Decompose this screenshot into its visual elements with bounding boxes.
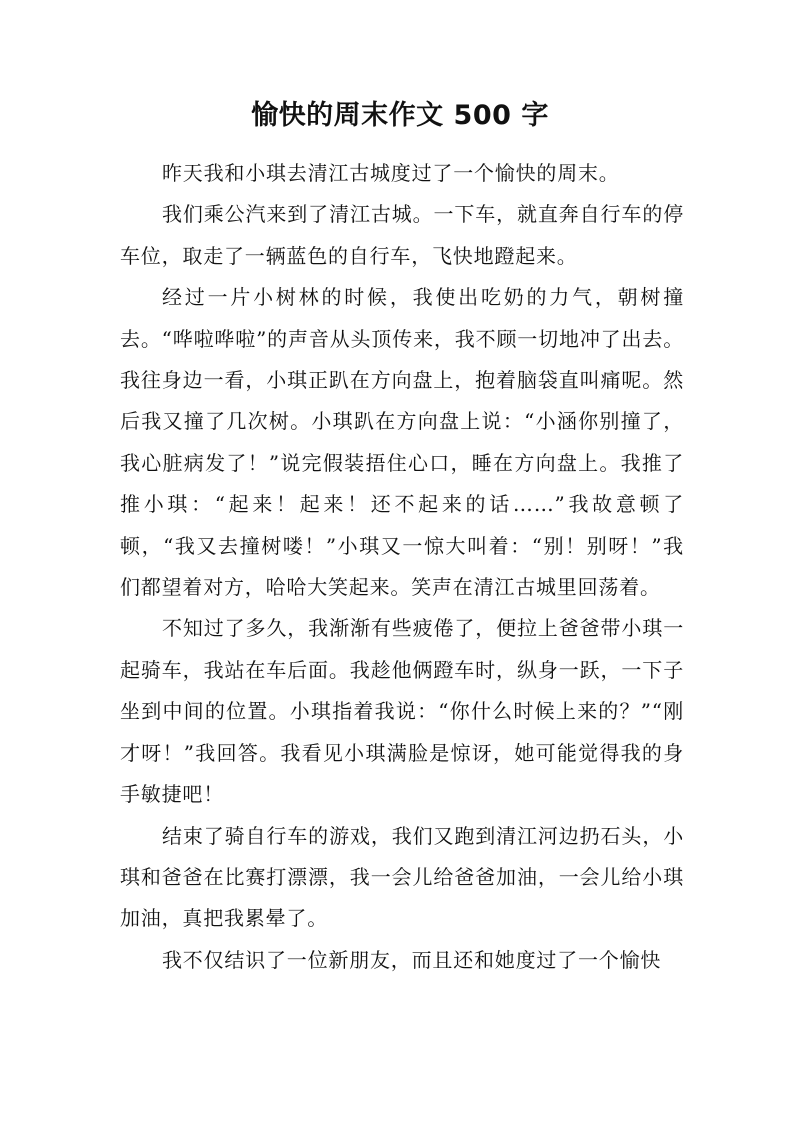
- essay-paragraph-5: 结束了骑自行车的游戏，我们又跑到清江河边扔石头，小琪和爸爸在比赛打漂漂，我一会儿给爸爸加油，一会儿给小琪加油，真把我累晕了。: [120, 823, 684, 931]
- essay-paragraph-6: 我不仅结识了一位新朋友，而且还和她度过了一个愉快: [162, 947, 662, 972]
- essay-paragraph-2: 我们乘公汽来到了清江古城。一下车，就直奔自行车的停车位，取走了一辆蓝色的自行车，飞快地蹬起来。: [120, 202, 684, 268]
- essay-paragraph-3: 经过一片小树林的时候，我使出吃奶的力气，朝树撞去。“哗啦哗啦”的声音从头顶传来，我不顾一切地冲了出去。我往身边一看，小琪正趴在方向盘上，抱着脑袋直叫痛呢。然后我又撞了几次树。小琪趴在方向盘上说：“小涵你别撞了，我心脏病发了！”说完假装捂住心口，睡在方向盘上。我推了推小琪：“起来！起来！还不起来的话……”我故意顿了顿，“我又去撞树喽！”小琪又一惊大叫着：“别！别呀！”我们都望着对方，哈哈大笑起来。笑声在清江古城里回荡着。: [120, 285, 684, 600]
- essay-title: 愉快的周末作文 500 字: [251, 100, 549, 131]
- essay-body: [120, 153, 684, 981]
- essay-paragraph-1: 昨天我和小琪去清江古城度过了一个愉快的周末。: [162, 161, 620, 185]
- essay-paragraph-4: 不知过了多久，我渐渐有些疲倦了，便拉上爸爸带小琪一起骑车，我站在车后面。我趁他俩蹬车时，纵身一跃，一下子坐到中间的位置。小琪指着我说：“你什么时候上来的？”“刚才呀！”我回答。我看见小琪满脸是惊讶，她可能觉得我的身手敏捷吧！: [120, 616, 684, 807]
